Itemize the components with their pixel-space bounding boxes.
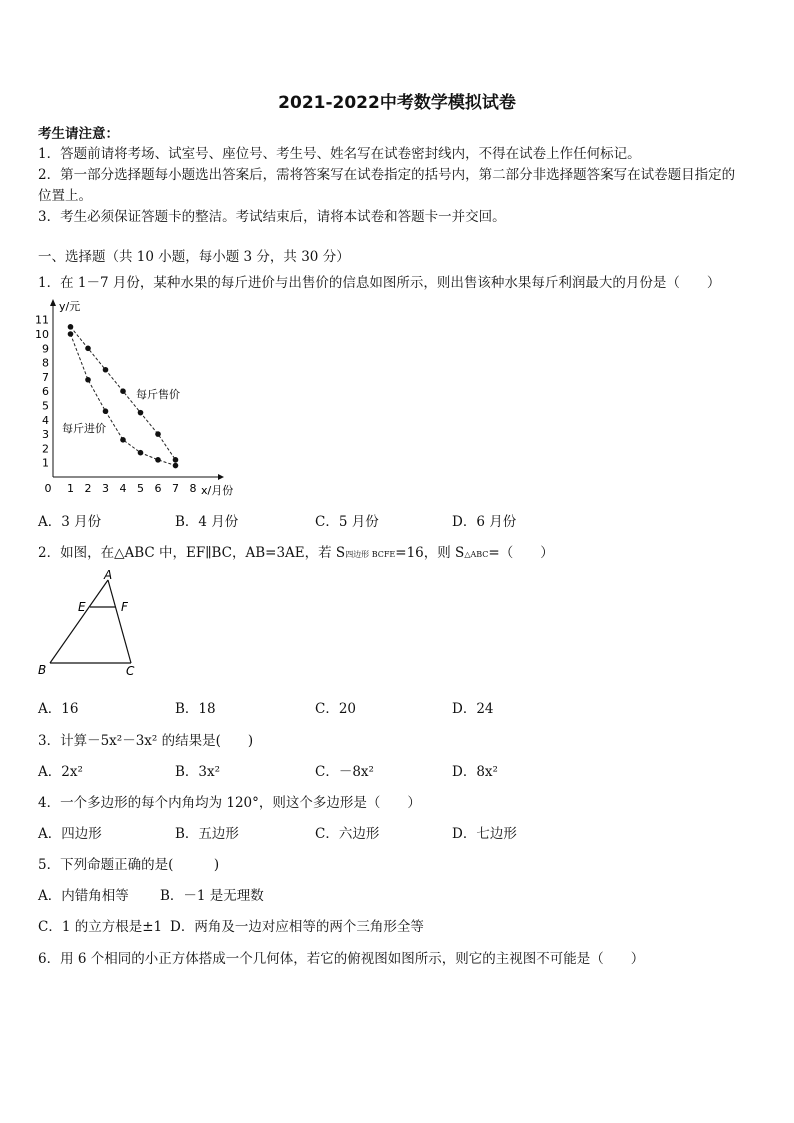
notice-item: 1．答题前请将考场、试室号、座位号、考生号、姓名写在试卷密封线内，不得在试卷上作任何标记。 <box>38 146 641 162</box>
side-ac <box>108 580 131 663</box>
question-1-text: 1．在 1－7 月份，某种水果的每斤进价与出售价的信息如图所示，则出售该种水果每斤利润最大的月份是（ ） <box>38 275 721 291</box>
q2-text-post: =（ ） <box>488 545 554 561</box>
y-tick-label: 7 <box>42 370 49 384</box>
label-e: E <box>78 600 86 614</box>
label-f: F <box>121 600 128 614</box>
exam-title: 2021-2022中考数学模拟试卷 <box>278 93 516 113</box>
x-tick-label: 3 <box>102 482 109 495</box>
question-2-text <box>38 541 554 561</box>
data-point <box>103 408 109 414</box>
question-5-text: 5．下列命题正确的是( ) <box>38 857 220 873</box>
data-point <box>120 388 126 394</box>
notice-item: 位置上。 <box>38 188 92 204</box>
q5-option-a[interactable]: A．内错角相等 <box>38 888 129 904</box>
label-a: A <box>104 568 113 582</box>
y-tick-label: 9 <box>42 342 49 356</box>
q3-option-c[interactable]: C．－8x² <box>315 764 374 780</box>
x-tick-label: 8 <box>189 482 197 495</box>
data-point <box>173 463 179 469</box>
q1-option-a[interactable]: A．3 月份 <box>38 514 102 530</box>
label-c: C <box>126 664 135 678</box>
y-tick-label: 3 <box>42 428 49 442</box>
x-tick-label: 7 <box>172 482 179 495</box>
data-point <box>68 331 74 337</box>
question-6-text: 6．用 6 个相同的小正方体搭成一个几何体，若它的俯视图如图所示，则它的主视图不可能是（ ） <box>38 951 645 967</box>
q2-subscript-quad: 四边形 BCFE <box>345 550 396 559</box>
data-point <box>155 457 161 463</box>
q1-option-c[interactable]: C．5 月份 <box>315 514 379 530</box>
notice-item: 3．考生必须保证答题卡的整洁。考试结束后，请将本试卷和答题卡一并交回。 <box>38 209 506 225</box>
q2-text-pre: 2．如图，在△ABC 中，EF∥BC，AB=3AE，若 S <box>38 545 346 561</box>
y-axis-label: y/元 <box>59 300 81 313</box>
x-axis-arrow <box>218 474 224 480</box>
data-point <box>155 431 161 437</box>
x-tick-label: 5 <box>137 482 144 495</box>
q1-option-b[interactable]: B．4 月份 <box>175 514 239 530</box>
y-axis-arrow <box>50 299 56 306</box>
data-point <box>68 324 74 330</box>
q2-subscript-triangle: △ABC <box>464 550 489 559</box>
q3-option-b[interactable]: B．3x² <box>175 764 221 780</box>
y-tick-label: 10 <box>35 328 49 341</box>
x-tick-label: 4 <box>119 482 127 495</box>
data-point <box>138 410 144 416</box>
notice-heading: 考生请注意： <box>38 126 119 142</box>
data-point <box>138 450 144 456</box>
data-point <box>120 437 126 443</box>
y-tick-label: 1 <box>42 456 49 470</box>
side-ab <box>50 580 108 663</box>
y-tick-label: 2 <box>42 442 49 456</box>
y-tick-label: 4 <box>42 413 49 427</box>
q3-option-a[interactable]: A．2x² <box>38 764 83 780</box>
q5-option-d[interactable]: D．两角及一边对应相等的两个三角形全等 <box>170 919 424 935</box>
y-tick-label: 8 <box>42 356 49 370</box>
legend-sell-price: 每斤售价 <box>136 388 180 401</box>
x-axis-label: x/月份 <box>201 484 234 497</box>
q4-option-c[interactable]: C．六边形 <box>315 826 380 842</box>
section-heading: 一、选择题（共 10 小题，每小题 3 分，共 30 分） <box>38 249 350 265</box>
q3-option-d[interactable]: D．8x² <box>452 764 498 780</box>
price-chart <box>28 296 258 500</box>
data-point <box>173 457 179 463</box>
q5-option-c[interactable]: C．1 的立方根是±1 <box>38 919 163 935</box>
triangle-figure <box>34 568 154 680</box>
x-tick-label: 1 <box>67 482 74 495</box>
x-tick-label: 0 <box>44 482 52 495</box>
data-point <box>85 346 91 352</box>
y-tick-label: 11 <box>35 313 49 327</box>
q2-text-mid: =16，则 S <box>395 545 465 561</box>
q2-option-a[interactable]: A．16 <box>38 701 79 717</box>
x-tick-label: 2 <box>84 482 92 495</box>
data-point <box>103 367 109 373</box>
data-point <box>85 377 91 383</box>
notice-item: 2．第一部分选择题每小题选出答案后，需将答案写在试卷指定的括号内，第二部分非选择题答案写在试卷题目指定的 <box>38 167 736 183</box>
question-3-text: 3．计算－5x²－3x² 的结果是( ) <box>38 733 254 749</box>
legend-buy-price: 每斤进价 <box>62 422 106 435</box>
q2-option-d[interactable]: D．24 <box>452 701 494 717</box>
q2-option-b[interactable]: B．18 <box>175 701 216 717</box>
y-tick-label: 5 <box>42 399 49 413</box>
q4-option-b[interactable]: B．五边形 <box>175 826 239 842</box>
q5-option-b[interactable]: B．－1 是无理数 <box>160 888 264 904</box>
q4-option-a[interactable]: A．四边形 <box>38 826 102 842</box>
q1-option-d[interactable]: D．6 月份 <box>452 514 517 530</box>
x-tick-label: 6 <box>154 482 162 495</box>
q4-option-d[interactable]: D．七边形 <box>452 826 517 842</box>
q2-option-c[interactable]: C．20 <box>315 701 357 717</box>
question-4-text: 4．一个多边形的每个内角均为 120°，则这个多边形是（ ） <box>38 795 421 811</box>
y-tick-label: 6 <box>42 385 49 399</box>
label-b: B <box>38 663 47 677</box>
